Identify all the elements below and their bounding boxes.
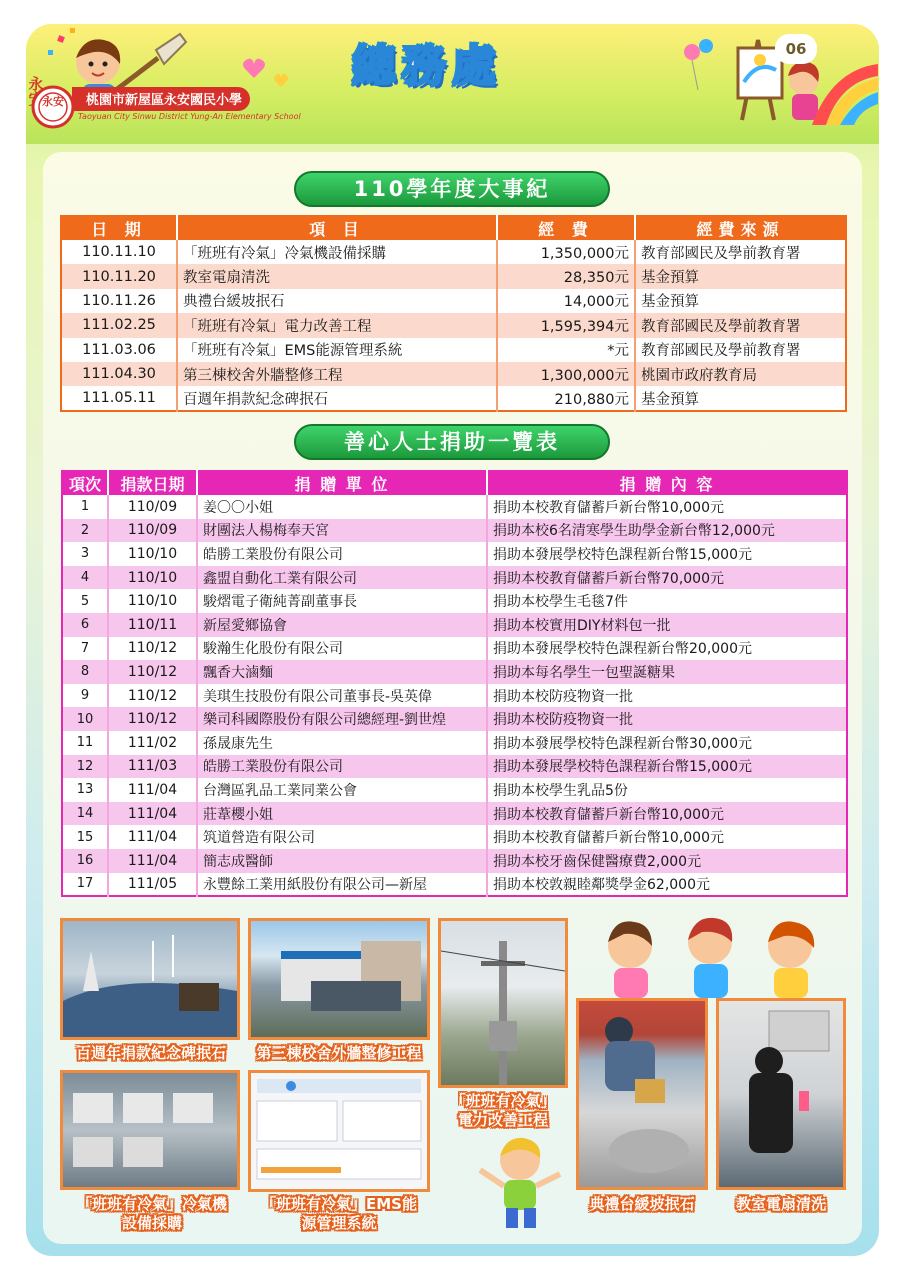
donations-header-row (62, 471, 847, 495)
ac-caption-line1: 「班班有冷氣」冷氣機 (76, 1195, 227, 1213)
donation-date: 111/04 (108, 825, 197, 849)
donation-content: 捐助本校牙齒保健醫療費2,000元 (487, 849, 847, 873)
table-row (62, 802, 847, 826)
donation-no: 9 (62, 684, 108, 708)
easel-girl-illustration (662, 30, 878, 125)
donation-donor: 莊葦櫻小姐 (197, 802, 487, 826)
donation-content: 捐助本發展學校特色課程新台幣15,000元 (487, 542, 847, 566)
donation-date: 110/12 (108, 637, 197, 661)
donation-content: 捐助本校教育儲蓄戶新台幣10,000元 (487, 802, 847, 826)
event-date: 111.03.06 (61, 338, 177, 362)
power-caption-line2: 電力改善工程 (457, 1111, 548, 1129)
donation-date: 110/10 (108, 589, 197, 613)
monument-wall-art (63, 921, 237, 1037)
donation-no: 10 (62, 707, 108, 731)
table-row (62, 613, 847, 637)
table-row (62, 684, 847, 708)
event-item: 「班班有冷氣」電力改善工程 (177, 313, 497, 337)
ramp-caption: 典禮台緩坡抿石 (589, 1195, 695, 1213)
wall-caption: 第三棟校舍外牆整修工程 (256, 1044, 422, 1062)
ramp-photo (576, 998, 708, 1190)
donations-col-content: 捐 贈 內 容 (487, 471, 847, 495)
donation-donor: 新屋愛鄉協會 (197, 613, 487, 637)
table-row (62, 637, 847, 661)
jumping-boy-illustration (472, 1134, 568, 1234)
donation-content: 捐助本校敦親睦鄰獎學金62,000元 (487, 873, 847, 897)
ems-dashboard-illustration (251, 1073, 427, 1189)
donation-date: 110/12 (108, 707, 197, 731)
donations-col-donor: 捐 贈 單 位 (197, 471, 487, 495)
donation-donor: 財團法人楊梅奉天宮 (197, 519, 487, 543)
table-row (62, 731, 847, 755)
table-row (62, 495, 847, 519)
event-amount: 1,300,000元 (497, 362, 635, 386)
donation-content: 捐助本校學生乳品5份 (487, 778, 847, 802)
events-col-item: 項 目 (177, 216, 497, 240)
donation-content: 捐助本發展學校特色課程新台幣20,000元 (487, 637, 847, 661)
donation-date: 111/02 (108, 731, 197, 755)
school-name-en: Taoyuan City Sinwu District Yung-An Elementary School (78, 112, 301, 121)
donation-date: 110/11 (108, 613, 197, 637)
donation-donor: 鑫盟自動化工業有限公司 (197, 566, 487, 590)
donation-content: 捐助本校教育儲蓄戶新台幣10,000元 (487, 825, 847, 849)
donation-date: 110/10 (108, 542, 197, 566)
donation-donor: 皓勝工業股份有限公司 (197, 755, 487, 779)
event-source: 教育部國民及學前教育署 (635, 338, 846, 362)
power-pole-photo (438, 918, 568, 1088)
monument-caption: 百週年捐款紀念碑抿石 (75, 1044, 226, 1062)
donation-date: 110/12 (108, 684, 197, 708)
event-date: 110.11.10 (61, 240, 177, 264)
donation-no: 17 (62, 873, 108, 897)
ems-caption-line2: 源管理系統 (301, 1214, 377, 1232)
ac-units-illustration (63, 1073, 237, 1187)
event-item: 百週年捐款紀念碑抿石 (177, 386, 497, 410)
donations-col-date: 捐款日期 (108, 471, 197, 495)
donation-date: 111/03 (108, 755, 197, 779)
event-source: 教育部國民及學前教育署 (635, 313, 846, 337)
donation-date: 110/09 (108, 495, 197, 519)
donation-content: 捐助本校教育儲蓄戶新台幣70,000元 (487, 566, 847, 590)
event-amount: 28,350元 (497, 264, 635, 288)
table-row (62, 873, 847, 897)
event-source: 教育部國民及學前教育署 (635, 240, 846, 264)
event-source: 基金預算 (635, 386, 846, 410)
donation-no: 12 (62, 755, 108, 779)
table-row (61, 313, 846, 337)
building-illustration (251, 921, 427, 1037)
event-date: 111.05.11 (61, 386, 177, 410)
events-section-title: 110學年度大事紀 (294, 171, 610, 207)
donation-no: 6 (62, 613, 108, 637)
donation-no: 8 (62, 660, 108, 684)
donation-donor: 永豐餘工業用紙股份有限公司—新屋 (197, 873, 487, 897)
event-item: 「班班有冷氣」冷氣機設備採購 (177, 240, 497, 264)
building-wall-photo (248, 918, 430, 1040)
event-amount: 1,595,394元 (497, 313, 635, 337)
donation-donor: 飄香大滷麵 (197, 660, 487, 684)
event-date: 111.04.30 (61, 362, 177, 386)
events-col-date: 日 期 (61, 216, 177, 240)
table-row (62, 755, 847, 779)
table-row (62, 542, 847, 566)
event-item: 第三棟校舍外牆整修工程 (177, 362, 497, 386)
donation-no: 3 (62, 542, 108, 566)
event-item: 典禮台緩坡抿石 (177, 289, 497, 313)
event-amount: 14,000元 (497, 289, 635, 313)
donation-content: 捐助本校實用DIY材料包一批 (487, 613, 847, 637)
events-col-source: 經費來源 (635, 216, 846, 240)
school-name: 桃園市新屋區永安國民小學 (72, 87, 250, 111)
event-date: 110.11.26 (61, 289, 177, 313)
ems-caption-line1: 「班班有冷氣」EMS能 (261, 1195, 417, 1213)
fan-cleaner-illustration (719, 1001, 843, 1187)
worker-illustration (579, 1001, 705, 1187)
event-amount: 1,350,000元 (497, 240, 635, 264)
table-row (61, 386, 846, 410)
events-table (60, 215, 847, 412)
table-row (61, 240, 846, 264)
table-row (62, 519, 847, 543)
donations-col-no: 項次 (62, 471, 108, 495)
power-caption-line1: 「班班有冷氣」 (450, 1092, 556, 1110)
donation-content: 捐助本發展學校特色課程新台幣30,000元 (487, 731, 847, 755)
table-row (62, 566, 847, 590)
event-date: 110.11.20 (61, 264, 177, 288)
donation-no: 11 (62, 731, 108, 755)
table-row (62, 825, 847, 849)
donation-date: 111/04 (108, 802, 197, 826)
ems-screen-photo (248, 1070, 430, 1192)
air-conditioner-photo (60, 1070, 240, 1190)
donation-date: 111/05 (108, 873, 197, 897)
event-item: 教室電扇清洗 (177, 264, 497, 288)
table-row (62, 707, 847, 731)
donation-donor: 皓勝工業股份有限公司 (197, 542, 487, 566)
donation-date: 110/09 (108, 519, 197, 543)
donation-no: 2 (62, 519, 108, 543)
event-source: 基金預算 (635, 289, 846, 313)
event-source: 桃園市政府教育局 (635, 362, 846, 386)
donation-donor: 孫晟康先生 (197, 731, 487, 755)
donation-no: 1 (62, 495, 108, 519)
fan-caption: 教室電扇清洗 (735, 1195, 826, 1213)
event-date: 111.02.25 (61, 313, 177, 337)
monument-photo (60, 918, 240, 1040)
table-row (61, 362, 846, 386)
donation-no: 7 (62, 637, 108, 661)
donation-date: 110/10 (108, 566, 197, 590)
three-children-illustration (590, 912, 846, 1002)
event-source: 基金預算 (635, 264, 846, 288)
donations-section-title: 善心人士捐助一覽表 (294, 424, 610, 460)
donation-no: 5 (62, 589, 108, 613)
donation-donor: 筑道營造有限公司 (197, 825, 487, 849)
donation-no: 16 (62, 849, 108, 873)
donation-content: 捐助本校6名清寒學生助學金新台幣12,000元 (487, 519, 847, 543)
donation-donor: 駿熠電子衛純菁副董事長 (197, 589, 487, 613)
fan-cleaning-photo (716, 998, 846, 1190)
donations-table (61, 470, 848, 897)
event-amount: *元 (497, 338, 635, 362)
donation-donor: 台灣區乳品工業同業公會 (197, 778, 487, 802)
donation-content: 捐助本校防疫物資一批 (487, 707, 847, 731)
table-row (61, 338, 846, 362)
donation-date: 111/04 (108, 849, 197, 873)
events-col-amount: 經 費 (497, 216, 635, 240)
table-row (61, 289, 846, 313)
donation-donor: 姜〇〇小姐 (197, 495, 487, 519)
donation-no: 15 (62, 825, 108, 849)
donation-content: 捐助本校防疫物資一批 (487, 684, 847, 708)
table-row (61, 264, 846, 288)
ac-caption-line2: 設備採購 (121, 1214, 182, 1232)
table-row (62, 849, 847, 873)
donation-content: 捐助本每名學生一包聖誕糖果 (487, 660, 847, 684)
donation-no: 4 (62, 566, 108, 590)
donation-content: 捐助本校教育儲蓄戶新台幣10,000元 (487, 495, 847, 519)
donation-content: 捐助本發展學校特色課程新台幣15,000元 (487, 755, 847, 779)
power-pole-illustration (441, 921, 565, 1085)
table-row (62, 778, 847, 802)
page-title: 總務處 (352, 41, 502, 92)
donation-date: 110/12 (108, 660, 197, 684)
donation-donor: 駿瀚生化股份有限公司 (197, 637, 487, 661)
donation-date: 111/04 (108, 778, 197, 802)
donation-no: 14 (62, 802, 108, 826)
event-amount: 210,880元 (497, 386, 635, 410)
donation-donor: 簡志成醫師 (197, 849, 487, 873)
table-row (62, 589, 847, 613)
donation-donor: 樂司科國際股份有限公司總經理-劉世煌 (197, 707, 487, 731)
event-item: 「班班有冷氣」EMS能源管理系統 (177, 338, 497, 362)
donation-content: 捐助本校學生毛毯7件 (487, 589, 847, 613)
events-header-row (61, 216, 846, 240)
page-number: 06 (775, 34, 817, 64)
school-seal-text: 永安 (42, 95, 64, 108)
table-row (62, 660, 847, 684)
donation-donor: 美琪生技股份有限公司董事長-吳英偉 (197, 684, 487, 708)
donation-no: 13 (62, 778, 108, 802)
